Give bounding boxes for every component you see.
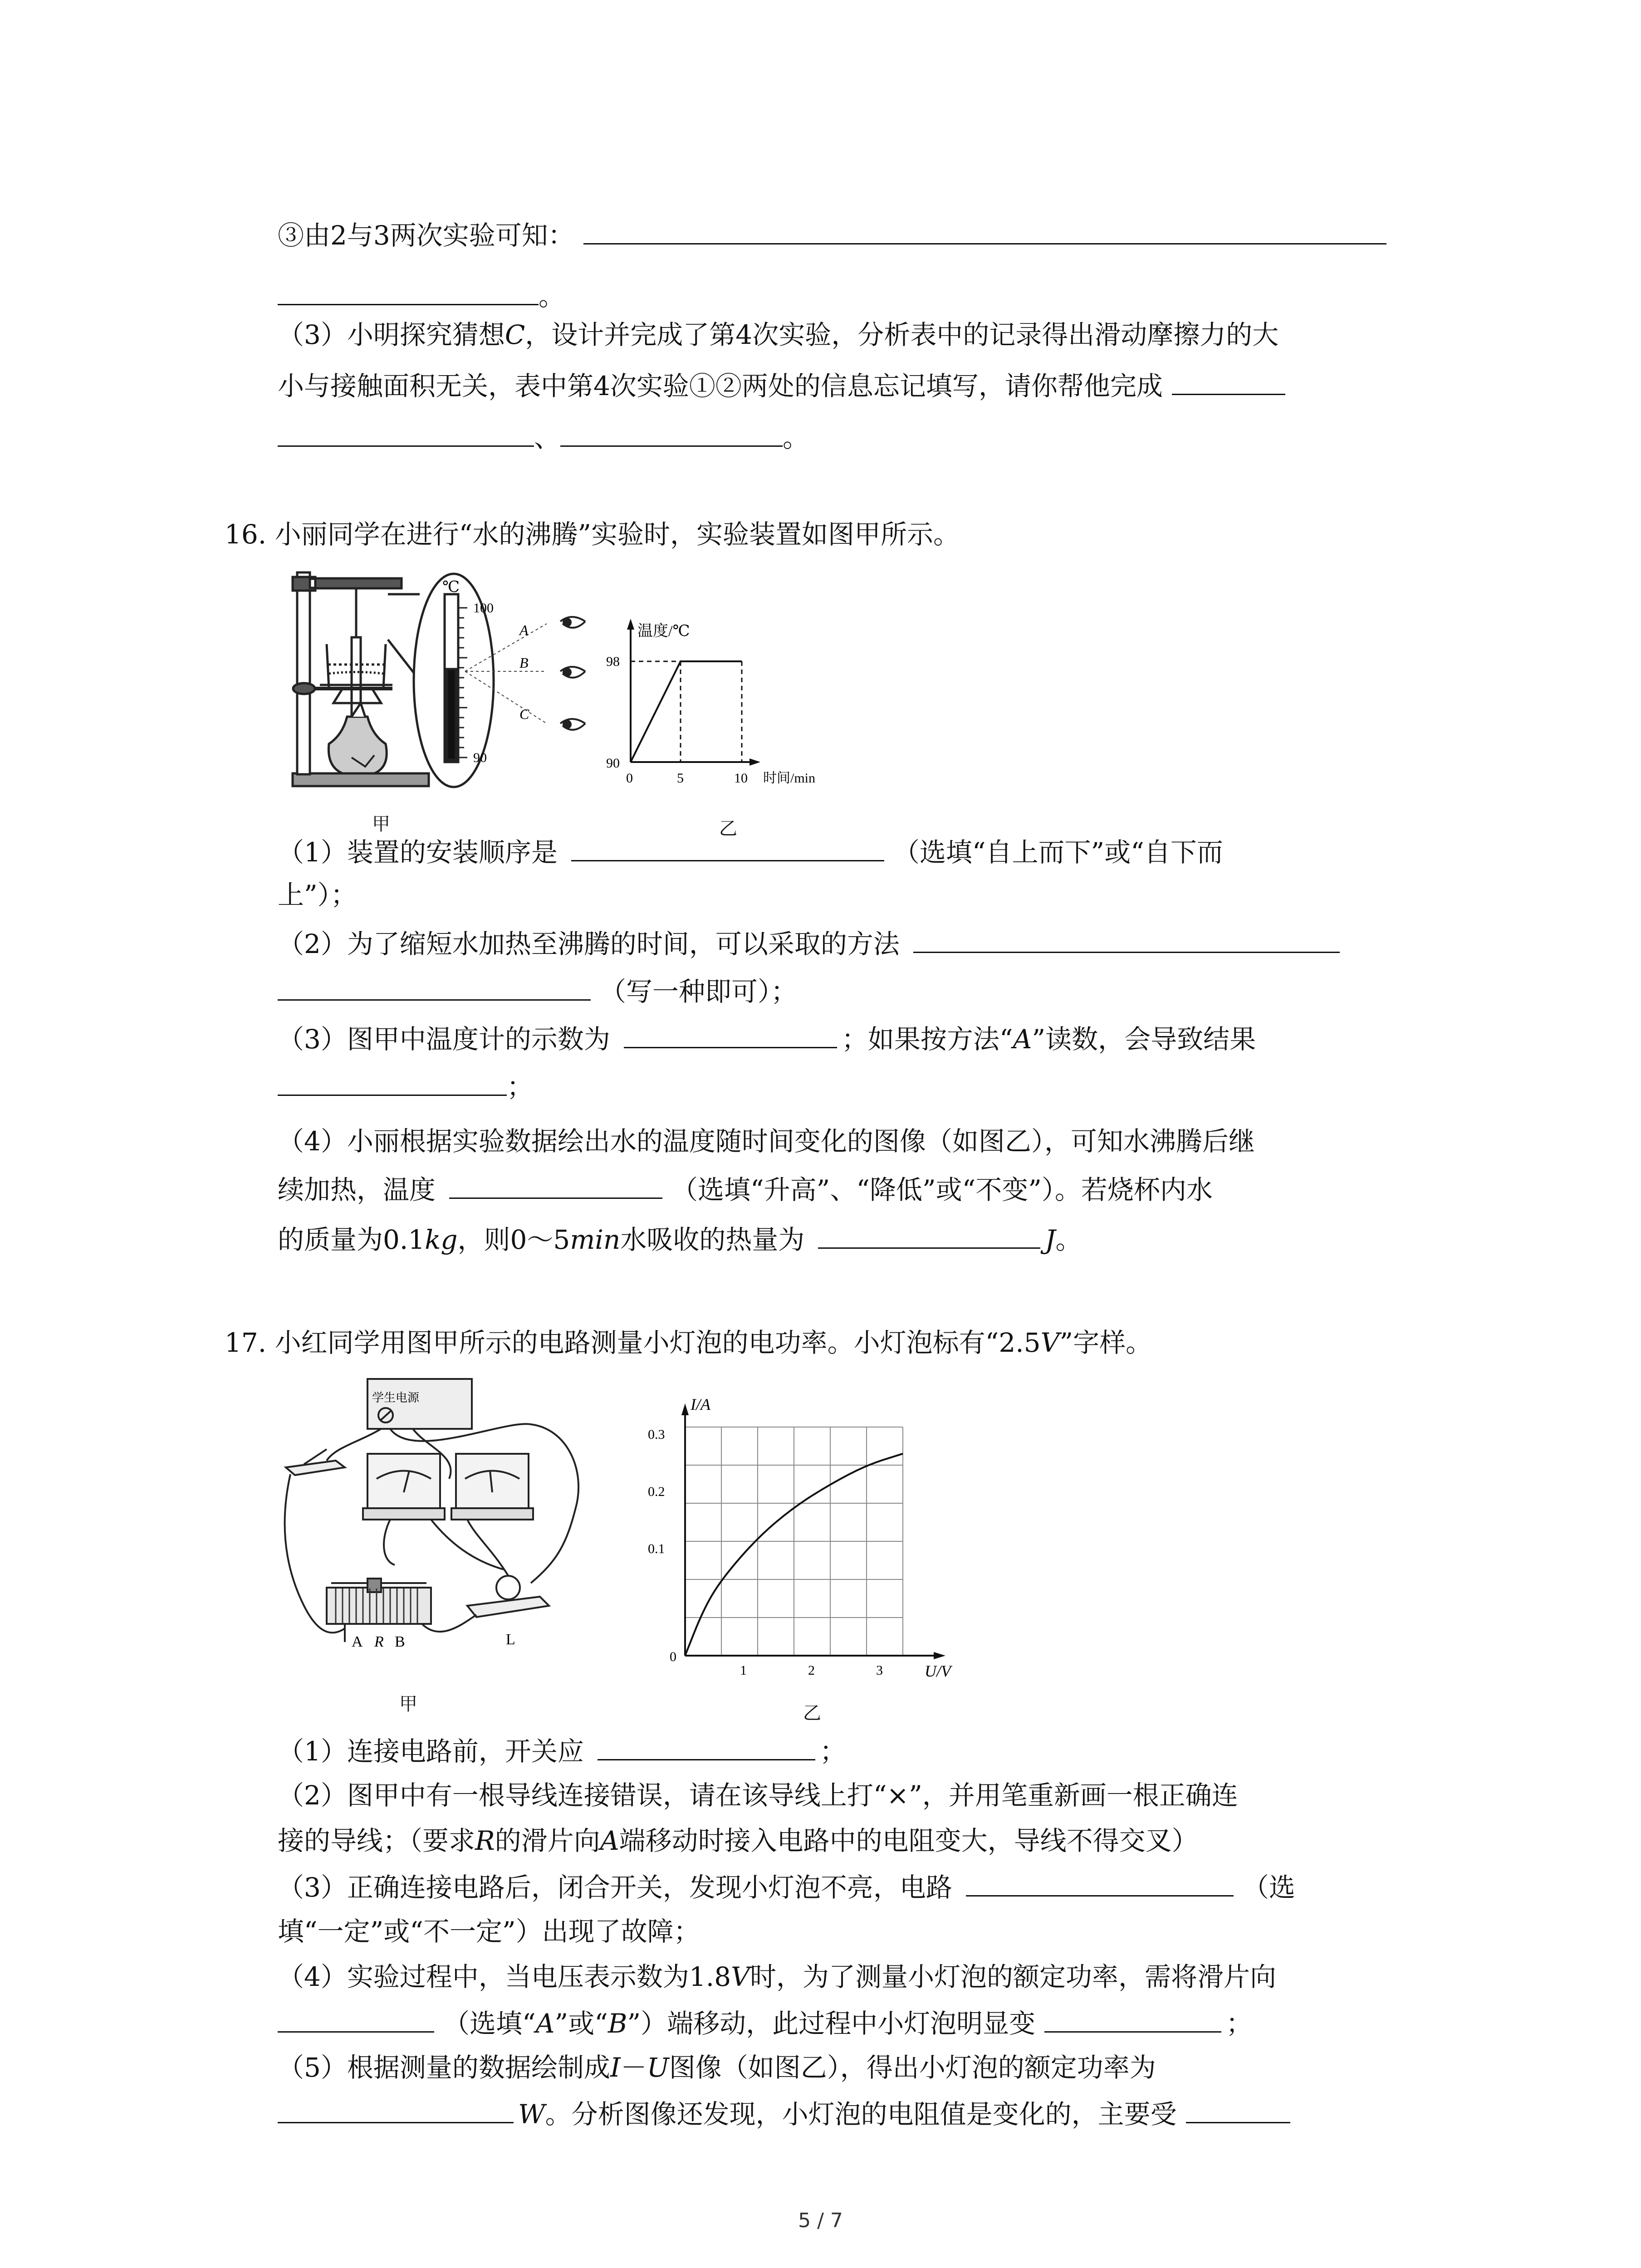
q17-p5-dash: － [620,2052,647,2083]
q17-p1 [278,1733,846,1769]
q16-p3-text3: ”读数，会导致结果 [1032,1024,1256,1055]
q16-p4-unit-kg: kg [425,1224,458,1255]
q17-p2-text2: 的滑片向 [495,1825,600,1856]
q16-blank-4b[interactable] [818,1221,1040,1249]
yi-xlabel: 时间/min [763,771,816,786]
q16-figure-yi [594,608,848,798]
eyes [560,617,585,730]
iu-tick-2: 2 [808,1663,815,1678]
q17-p5 [278,2050,1156,2085]
wire [467,1520,513,1583]
q16-p3-end: ； [507,1071,534,1102]
q17-blank-4b[interactable] [1044,2005,1221,2033]
q17-p2-var-R: R [475,1825,495,1856]
q16-p4-line3 [278,1221,1082,1257]
rheostat-end-A: A [352,1633,363,1650]
q17-p4-opt: （选填“ [443,2008,536,2039]
q15-blank-1b[interactable] [278,419,534,447]
iu-ylabel: I/A [691,1395,710,1413]
q15-conclusion-text: ③由2与3两次实验可知： [278,220,574,251]
q17-p4-unit: V [731,1961,750,1992]
ammeter [456,1454,529,1508]
q17-fig-yi-caption: 乙 [803,1703,821,1724]
q16-p4-mass: 的质量为0.1 [278,1224,425,1255]
q16-stem: 16. 小丽同学在进行“水的沸腾”实验时，实验装置如图甲所示。 [225,519,960,550]
q17-p4-text3: ”）端移动，此过程中小灯泡明显变 [627,2008,1036,2039]
q16-p3-var: A [1013,1024,1032,1055]
q16-p4-line2 [278,1171,1213,1207]
iu-tick-1: 1 [740,1663,747,1678]
q16-p1-opt: （选填“自上而下”或“自下而 [893,837,1223,868]
q15-p3-text3: 小与接触面积无关，表中第4次实验①②两处的信息忘记填写，请你帮他完成 [278,371,1163,401]
q16-p4-opt: （选填“升高”、“降低”或“不变”）。若烧杯内水 [671,1174,1213,1205]
thermo-tick-100: 100 [473,601,494,616]
q17-p2-line2 [278,1823,1198,1858]
q17-p4-end: ； [1226,2008,1253,2039]
q17-p3-cont: 填“一定”或“不一定”）出现了故障； [278,1916,700,1947]
q17-p3-text: （3）正确连接电路后，闭合开关，发现小灯泡不亮，电路 [278,1872,952,1903]
q16-p4-end: 。 [1055,1224,1082,1255]
q17-p4-var-A: A [535,2008,555,2039]
iu-tick-3: 3 [876,1663,883,1678]
q17-stem-text: 17. 小红同学用图甲所示的电路测量小灯泡的电功率。小灯泡标有“2.5 [225,1327,1041,1358]
iu-origin: 0 [670,1649,676,1664]
bulb-label-L: L [506,1631,515,1648]
stand-rod [297,572,310,774]
q15-line1 [278,217,1386,253]
yi-tick-0: 0 [626,771,633,786]
rheostat-end-B: B [395,1633,405,1650]
q17-blank-5b[interactable] [1186,2096,1290,2123]
q15-p3-text: （3）小明探究猜想 [278,319,505,350]
q16-p2-text: （2）为了缩短水加热至沸腾的时间，可以采取的方法 [278,929,900,959]
q16-blank-2b[interactable] [278,973,591,1001]
q17-p5-text2: 图像（如图乙），得出小灯泡的额定功率为 [669,2052,1156,2083]
q17-p1-text: （1）连接电路前，开关应 [278,1736,584,1767]
yi-ylabel: 温度/℃ [637,623,690,640]
bulb [496,1576,520,1599]
q16-blank-4a[interactable] [449,1171,662,1199]
q15-blank-conclusion-cont[interactable] [278,278,539,305]
voltmeter [367,1454,440,1508]
iu-xlabel: U/V [925,1662,951,1680]
temperature-curve [631,661,742,762]
q16-blank-3a[interactable] [624,1021,837,1048]
q15-blank-conclusion[interactable] [583,217,1386,244]
switch [286,1461,345,1475]
q17-p1-end: ； [819,1736,846,1767]
view-label-C: C [519,706,529,722]
q15-line5 [278,419,809,455]
q16-p4: （4）小丽根据实验数据绘出水的温度随时间变化的图像（如图乙），可知水沸腾后继 [278,1126,1255,1157]
q17-p2-text3: 端移动时接入电路中的电阻变大，导线不得交叉） [619,1825,1198,1856]
q15-blank-1a[interactable] [1172,367,1285,395]
q16-p4-text: 续加热，温度 [278,1174,436,1205]
q17-p5-line2 [278,2096,1290,2131]
q17-stem-unit: V [1040,1327,1060,1358]
yi-tick-10: 10 [734,771,748,786]
q16-blank-3b[interactable] [278,1068,507,1096]
alcohol-lamp [328,717,387,773]
yi-tick-5: 5 [677,771,684,786]
q16-p2-note: （写一种即可）； [600,976,798,1007]
q17-p4-line2 [278,2005,1252,2041]
q15-sep: 、 [534,422,561,453]
q15-line2 [278,278,565,313]
q16-p3-cont [278,1068,533,1104]
q17-blank-3[interactable] [966,1869,1234,1897]
q16-p4-heat: 水吸收的热量为 [620,1224,805,1255]
yi-tick-90: 90 [606,756,620,771]
q17-p5-text3: 。分析图像还发现，小灯泡的电阻值是变化的，主要受 [545,2099,1177,2130]
q17-blank-5a[interactable] [278,2096,514,2123]
q15-p3-var: C [505,319,525,350]
q16-p3-text: （3）图甲中温度计的示数为 [278,1024,610,1055]
yi-tick-98: 98 [606,654,620,669]
q16-p1-text: （1）装置的安装顺序是 [278,837,558,868]
page-number: 5 / 7 [798,2209,843,2232]
q15-p3-text2: ，设计并完成了第4次实验，分析表中的记录得出滑动摩擦力的大 [525,319,1279,350]
q17-figure-yi [631,1383,975,1696]
q16-blank-2a[interactable] [913,925,1340,953]
q15-end: 。 [783,422,809,453]
thermo-tick-90: 90 [473,750,487,765]
q15-period: 。 [539,281,565,312]
q17-fig-jia-caption: 甲 [399,1694,417,1715]
q17-p4-text: （4）实验过程中，当电压表示数为1.8 [278,1961,731,1992]
q16-p2-cont [278,973,797,1009]
q16-blank-1[interactable] [571,834,884,861]
view-label-A: A [519,622,529,638]
q16-figure-jia [284,567,617,803]
wire [431,1520,504,1569]
q17-p4-or: ”或“ [554,2008,608,2039]
supply-label: 学生电源 [372,1391,420,1404]
q17-p5-unit-W: W [518,2099,545,2130]
q17-p2-text: 接的导线；（要求 [278,1825,475,1856]
stand-base [293,773,429,786]
q17-p3-opt: （选 [1242,1872,1295,1903]
q16-p4-range: ，则0～5 [457,1224,570,1255]
iu-tick-0.2: 0.2 [648,1484,665,1499]
q17-p4-var-B: B [607,2008,627,2039]
q16-p1-cont: 上”）； [278,880,357,910]
q16-p4-unit-min: min [570,1224,621,1255]
q15-line4 [278,367,1285,403]
q17-p5-var-I: I [610,2052,621,2083]
q17-p5-text: （5）根据测量的数据绘制成 [278,2052,610,2083]
q16-p3-text2: ；如果按方法“ [841,1024,1013,1055]
wire [384,1520,395,1565]
q15-blank-2[interactable] [560,419,783,447]
q16-p2 [278,925,1340,961]
thermo-unit-label: ℃ [442,579,460,596]
q16-p1 [278,834,1223,870]
view-label-B: B [519,655,529,671]
rheostat-label-R: R [374,1633,384,1650]
q15-line3 [278,318,1279,352]
q17-stem-end: ”字样。 [1059,1327,1152,1358]
q17-figure-jia [277,1370,631,1687]
q17-p2-var-A: A [600,1825,619,1856]
iu-tick-0.3: 0.3 [648,1427,665,1442]
q17-p2: （2）图甲中有一根导线连接错误，请在该导线上打“×”，并用笔重新画一根正确连 [278,1780,1238,1811]
q17-stem [225,1325,1152,1360]
q16-fig-yi-caption: 乙 [719,818,737,839]
q17-blank-4a[interactable] [278,2005,434,2033]
q17-p3 [278,1869,1295,1905]
q16-p4-unit-J: J [1045,1224,1056,1255]
q17-blank-1[interactable] [598,1733,815,1760]
q16-fig-jia-caption: 甲 [372,814,390,835]
q17-p4-text2: 时，为了测量小灯泡的额定功率，需将滑片向 [750,1961,1277,1992]
q16-p3 [278,1021,1256,1056]
q17-p5-var-U: U [647,2052,669,2083]
iu-tick-0.1: 0.1 [648,1541,665,1556]
q17-p4 [278,1960,1276,1994]
